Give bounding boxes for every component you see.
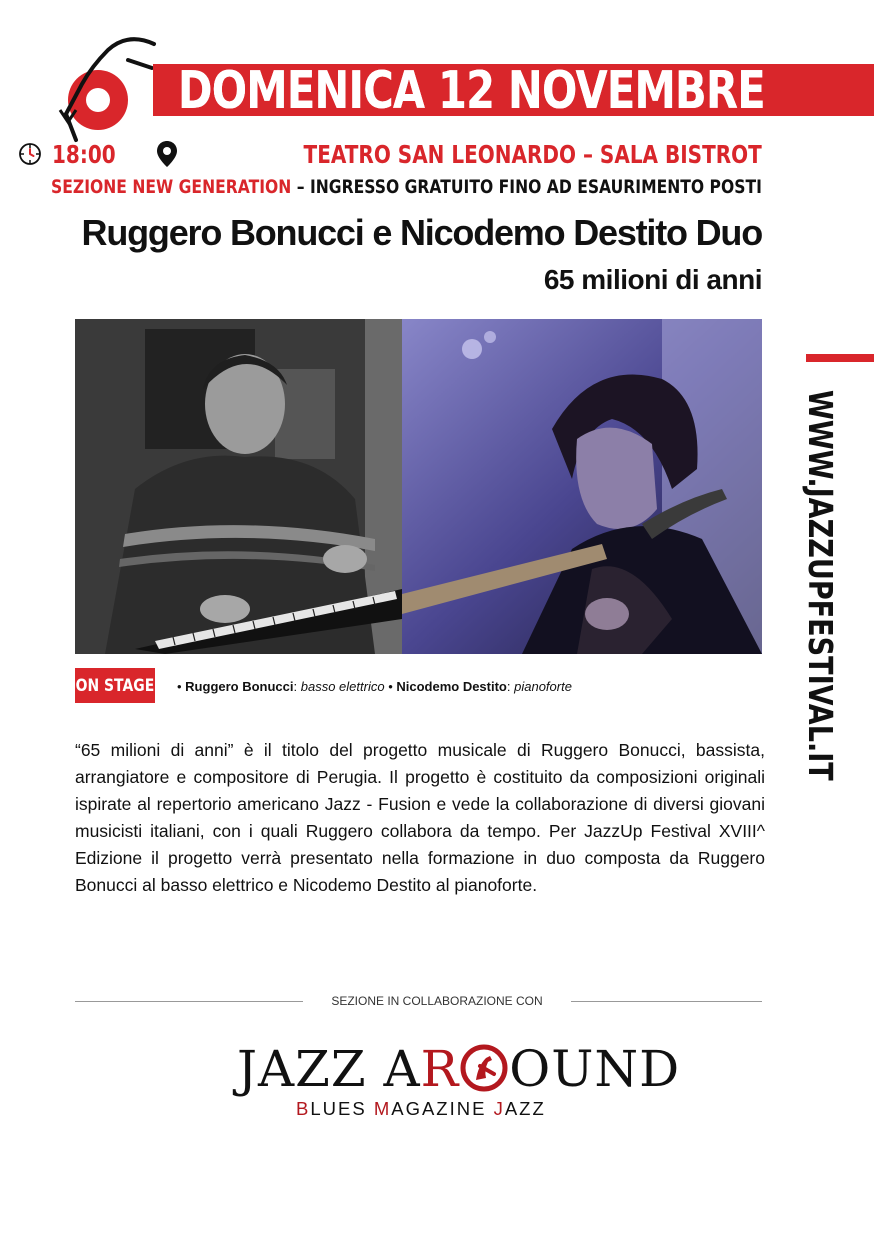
brand-tagline: BLUES MAGAZINE JAZZ [296, 1098, 546, 1119]
on-stage-badge: ON STAGE [75, 668, 155, 703]
brand-text-1: JAZZ A [237, 1040, 421, 1098]
performer-role: basso elettrico [300, 679, 385, 694]
brand-text-2: OUND [509, 1040, 681, 1098]
festival-website-url[interactable]: WWW.JAZZUPFESTIVAL.IT [801, 390, 840, 781]
collaboration-label: SEZIONE IN COLLABORAZIONE CON [331, 994, 543, 1008]
saxophonist-o-icon [460, 1044, 508, 1092]
divider-left [75, 1001, 303, 1002]
performer-name: Ruggero Bonucci [185, 679, 294, 694]
divider-right [571, 1001, 762, 1002]
festival-logo [58, 22, 158, 147]
performer-role: pianoforte [514, 679, 572, 694]
event-venue: TEATRO SAN LEONARDO – SALA BISTROT [303, 139, 762, 169]
event-subtitle: 65 milioni di anni [543, 264, 762, 295]
location-pin-icon [155, 140, 179, 168]
event-date: DOMENICA 12 NOVEMBRE [178, 61, 765, 121]
performer-lineup: • Ruggero Bonucci: basso elettrico • Nicodemo Destito: pianoforte [177, 679, 572, 694]
side-accent-bar [806, 354, 874, 362]
time-venue-row [51, 138, 762, 170]
photo-nicodemo-destito [402, 319, 762, 654]
brand-text-r: R [420, 1040, 460, 1098]
performer-name: Nicodemo Destito [396, 679, 507, 694]
section-description: – INGRESSO GRATUITO FINO AD ESAURIMENTO POSTI [291, 176, 762, 198]
event-description: “65 milioni di anni” è il titolo del progetto musicale di Ruggero Bonucci, bassista, arrangiatore e compositore di Perugia. Il progetto è costituito da composizioni originali ispirate al repertorio americano Jazz - Fusion e vede la collaborazione di diversi giovani musicisti italiani, con i quali Ruggero collabora da tempo. Per JazzUp Festival XVIII^ Edizione il progetto verrà presentato nella formazione in duo composta da Ruggero Bonucci al basso elettrico e Nicodemo Destito al pianoforte. [75, 740, 765, 895]
event-time: 18:00 [51, 139, 116, 169]
photo-ruggero-bonucci [75, 319, 402, 654]
section-name: SEZIONE NEW GENERATION [51, 176, 292, 198]
clock-icon [18, 142, 42, 166]
section-info [51, 176, 762, 202]
jazz-around-logo [237, 1041, 680, 1097]
event-title: Ruggero Bonucci e Nicodemo Destito Duo [81, 212, 762, 253]
